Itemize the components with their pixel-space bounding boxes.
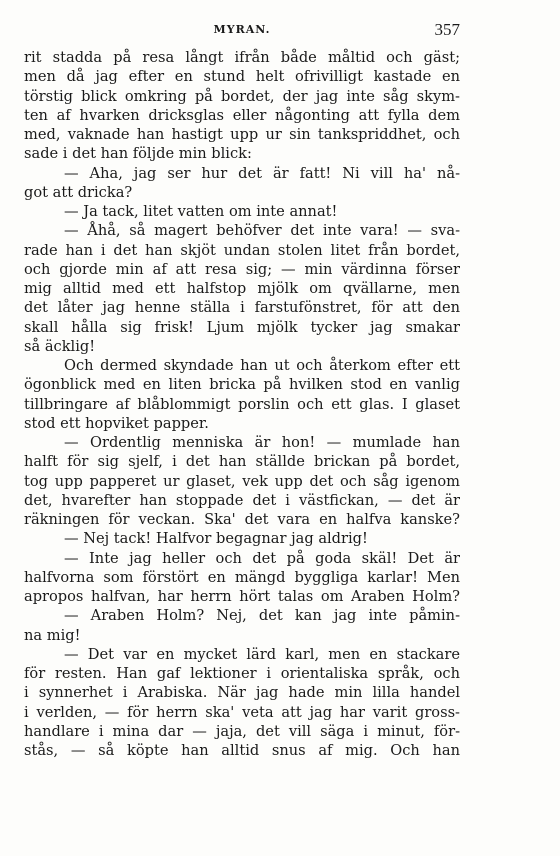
text-line: så äcklig! — [24, 337, 96, 355]
text-line: det, hvarefter han stoppade det i västfickan, — det är — [24, 491, 460, 509]
text-line: för resten. Han gaf lektioner i orientaliska språk, och — [24, 665, 460, 682]
text-line: tillbringare af blåblommigt porslin och ett glas. I glaset — [24, 395, 460, 413]
text-line: törstig blick omkring på bordet, der jag inte såg skym- — [24, 87, 460, 105]
text-line: — Inte jag heller och det på goda skäl! Det är — [64, 549, 460, 567]
text-line: got att dricka? — [24, 183, 133, 201]
text-line: apropos halfvan, har herrn hört talas om Araben Holm? — [24, 588, 460, 605]
text-line: Och dermed skyndade han ut och återkom efter ett — [64, 357, 460, 374]
text-line: stod ett hopviket papper. — [24, 414, 209, 432]
text-line: rade han i det han skjöt undan stolen litet från bordet, — [24, 241, 460, 259]
text-line: — Det var en mycket lärd karl, men en stackare — [64, 645, 460, 663]
text-line: och gjorde min af att resa sig; — min värdinna förser — [24, 260, 460, 278]
text-line: skall hålla sig frisk! Ljum mjölk tycker jag smakar — [24, 318, 460, 336]
text-line: stås, — så köpte han alltid snus af mig. Och han — [24, 742, 460, 759]
text-line: — Nej tack! Halfvor begagnar jag aldrig! — [64, 530, 368, 548]
text-line: — Aha, jag ser hur det är fatt! Ni vill ha' nå- — [64, 164, 460, 182]
body-text — [24, 48, 460, 760]
text-line: det låter jag henne ställa i farstufönstret, för att den — [24, 299, 460, 317]
text-line: handlare i mina dar — jaja, det vill säga i minut, för- — [24, 722, 460, 740]
text-line: — Ja tack, litet vatten om inte annat! — [64, 203, 338, 220]
text-line: mig alltid med ett halfstop mjölk om qvällarne, men — [24, 280, 460, 297]
text-line: halft för sig sjelf, i det han ställde brickan på bordet, — [24, 453, 460, 471]
running-head: MYRAN. — [213, 23, 271, 36]
text-line: men då jag efter en stund helt ofrivilligt kastade en — [24, 68, 460, 86]
text-line: halfvorna som förstört en mängd byggliga karlar! Men — [24, 568, 460, 586]
text-line: — Araben Holm? Nej, det kan jag inte påmin- — [64, 607, 460, 625]
text-line: ten af hvarken dricksglas eller någonting att fylla dem — [24, 106, 460, 124]
text-line: sade i det han följde min blick: — [24, 145, 252, 163]
text-line: tog upp papperet ur glaset, vek upp det och såg igenom — [24, 472, 460, 490]
page-header — [24, 20, 460, 42]
text-line: rit stadda på resa långt ifrån både måltid och gäst; — [24, 49, 460, 66]
text-line: i synnerhet i Arabiska. När jag hade min lilla handel — [24, 684, 460, 702]
text-line: räkningen för veckan. Ska' det vara en halfva kanske? — [24, 511, 460, 528]
text-line: med, vaknade han hastigt upp ur sin tankspriddhet, och — [24, 126, 460, 143]
text-line: na mig! — [24, 626, 81, 644]
page-number: 357 — [434, 20, 460, 39]
text-line: — Åhå, så magert behöfver det inte vara! — sva- — [64, 222, 460, 240]
text-line: ögonblick med en liten bricka på hvilken stod en vanlig — [24, 376, 460, 394]
text-line: — Ordentlig menniska är hon! — mumlade han — [64, 434, 460, 451]
text-line: i verlden, — för herrn ska' veta att jag har varit gross- — [24, 703, 460, 721]
